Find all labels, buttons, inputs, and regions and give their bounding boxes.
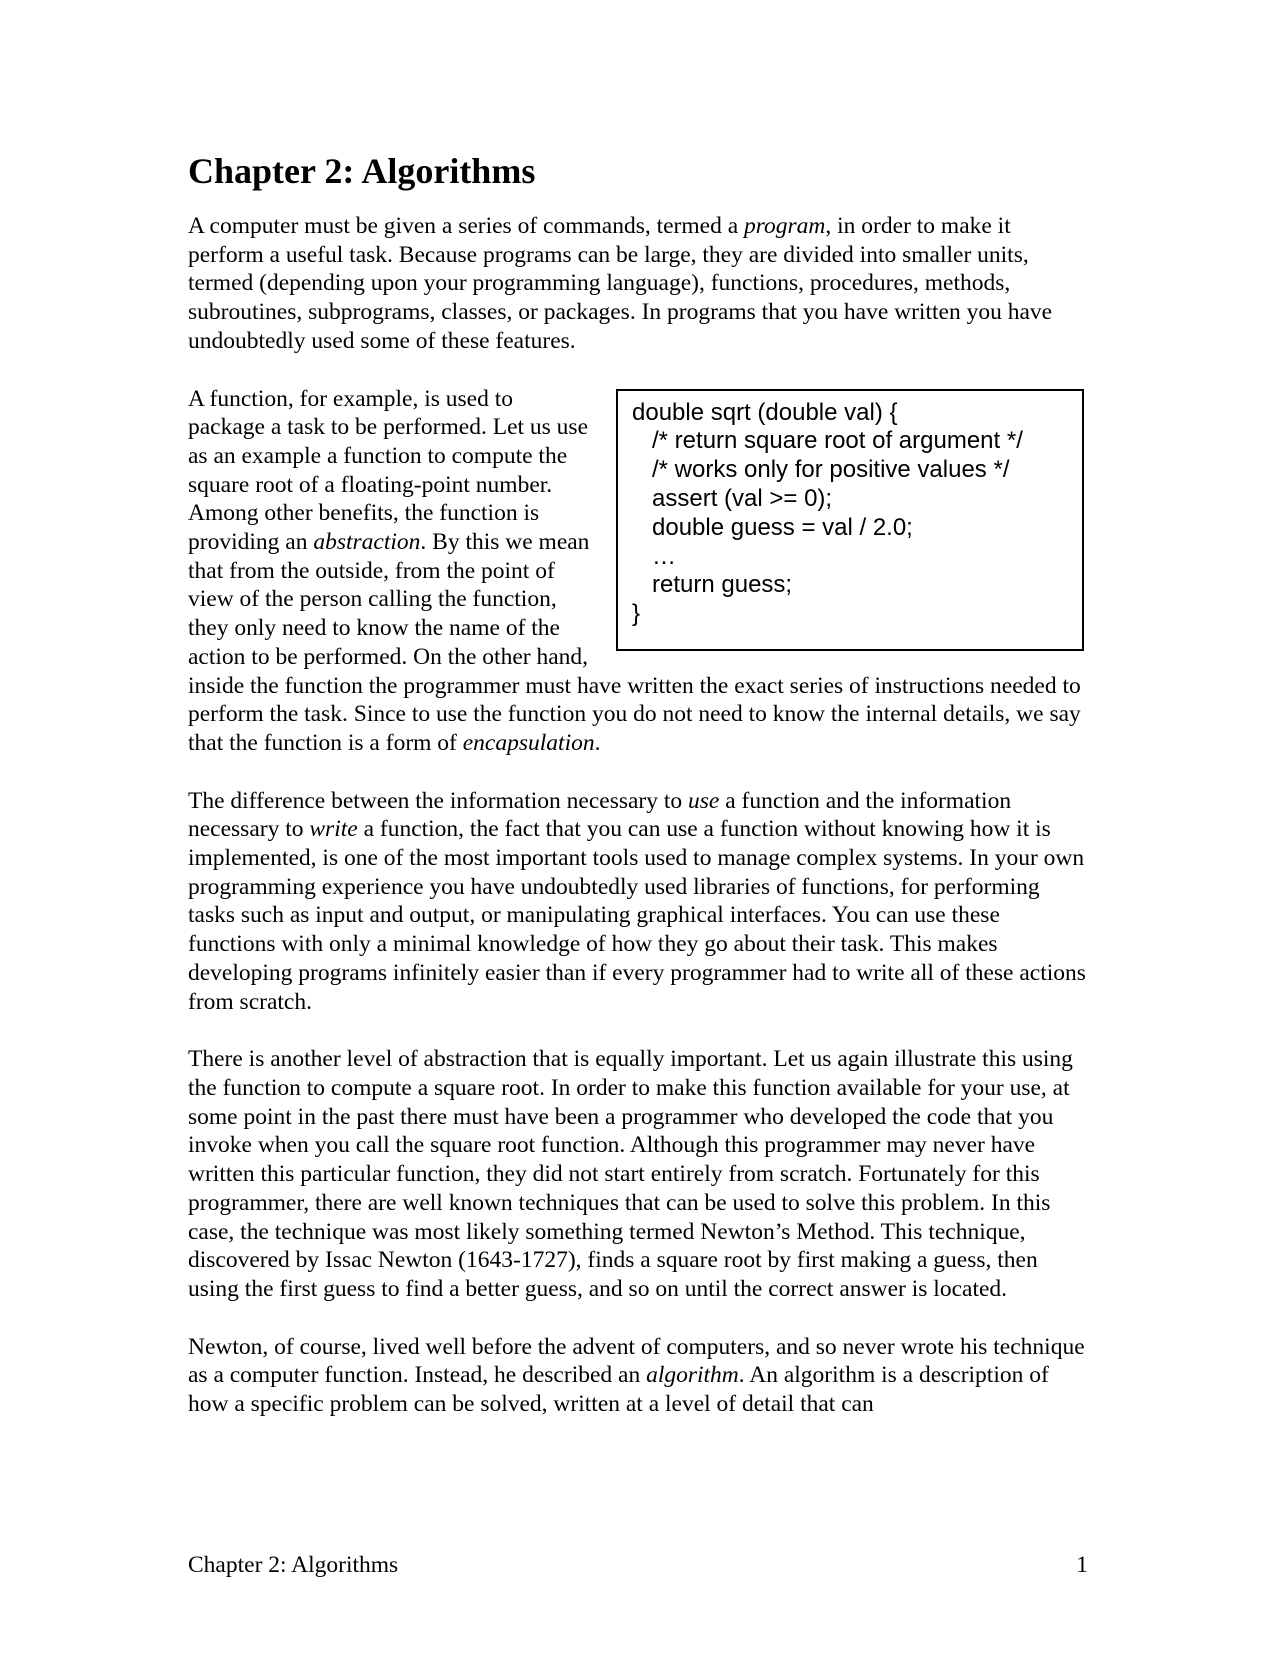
code-line: double guess = val / 2.0; [632, 513, 913, 541]
text-run: A function, for example, is used to package a task to be performed. Let us use as an example a function to compute the square root of a floating-point number. Among other benefits, the function is providing an [188, 385, 588, 556]
text-run: A computer must be given a series of commands, termed a [188, 213, 745, 239]
code-line: /* works only for positive values */ [632, 456, 1010, 484]
code-line: /* return square root of argument */ [632, 427, 1023, 455]
footer-chapter-title: Chapter 2: Algorithms [188, 1552, 399, 1578]
text-run: a function, the fact that you can use a function without knowing how it is implemented, is one of the most important tools used to manage complex systems. In your own programming experience you have undoubtedly used libraries of functions, for performing tasks such as input and output, or manipulating graphical interfaces. You can use these functions with only a minimal knowledge of how they go about their task. This makes developing programs infinitely easier than if every programmer had to write all of these actions from scratch. [188, 816, 1086, 1015]
code-line: … [632, 542, 677, 570]
code-line: assert (val >= 0); [632, 484, 833, 512]
text-run: . An algorithm is a description of how a specific problem can be solved, written at a level of detail that can [188, 1362, 1049, 1418]
text-run: , in order to make it perform a useful task. Because programs can be large, they are divided into smaller units, termed (depending upon your programming language), functions, procedures, methods, subroutines, subprograms, classes, or packages. In programs that you have written you have undoubtedly used some of these features. [188, 213, 1053, 354]
code-line: } [632, 600, 641, 628]
paragraph-algorithm [188, 1333, 1088, 1419]
text-run: Newton, of course, lived well before the advent of computers, and so never wrote his technique as a computer function. Instead, he described an [188, 1333, 1085, 1389]
term-program: program [744, 213, 826, 239]
paragraph-intro [188, 212, 1088, 356]
term-write: write [309, 816, 358, 843]
term-use: use [688, 787, 720, 814]
term-abstraction: abstraction [313, 529, 421, 556]
code-line: double sqrt (double val) { [632, 398, 898, 426]
text-run: The difference between the information necessary to [188, 787, 689, 814]
page-content [188, 150, 1088, 1448]
term-algorithm: algorithm [646, 1362, 739, 1389]
text-run: a function and the information necessary to [188, 787, 1012, 843]
code-box [616, 389, 1084, 651]
text-run: . [594, 729, 601, 756]
paragraph-newtons-method: There is another level of abstraction that is equally important. Let us again illustrate this using the function to compute a square root. In order to make this function available for your use, at some point in the past there must have been a programmer who developed the code that you invoke when you call the square root function. Although this programmer may never have written this particular function, they did not start entirely from scratch. Fortunately for this programmer, there are well known techniques that can be used to solve this problem. In this case, the technique was most likely something termed Newton’s Method. This technique, discovered by Issac Newton (1643-1727), finds a square root by first making a guess, then using the first guess to find a better guess, and so on until the correct answer is located. [188, 1046, 1073, 1302]
chapter-title: Chapter 2: Algorithms [188, 151, 536, 191]
code-line: return guess; [632, 571, 793, 599]
paragraph-difference [188, 787, 1088, 1017]
term-encapsulation: encapsulation [462, 729, 595, 756]
page-number: 1 [1076, 1552, 1088, 1578]
text-run: . By this we mean that from the outside, from the point of view of the person calling the function, they only need to know the name of the action to be performed. On the other hand, inside the function the programmer must have written the exact series of instructions needed to perform the task. Since to use the function you do not need to know the internal details, we say that the function is a form of [188, 529, 1081, 756]
